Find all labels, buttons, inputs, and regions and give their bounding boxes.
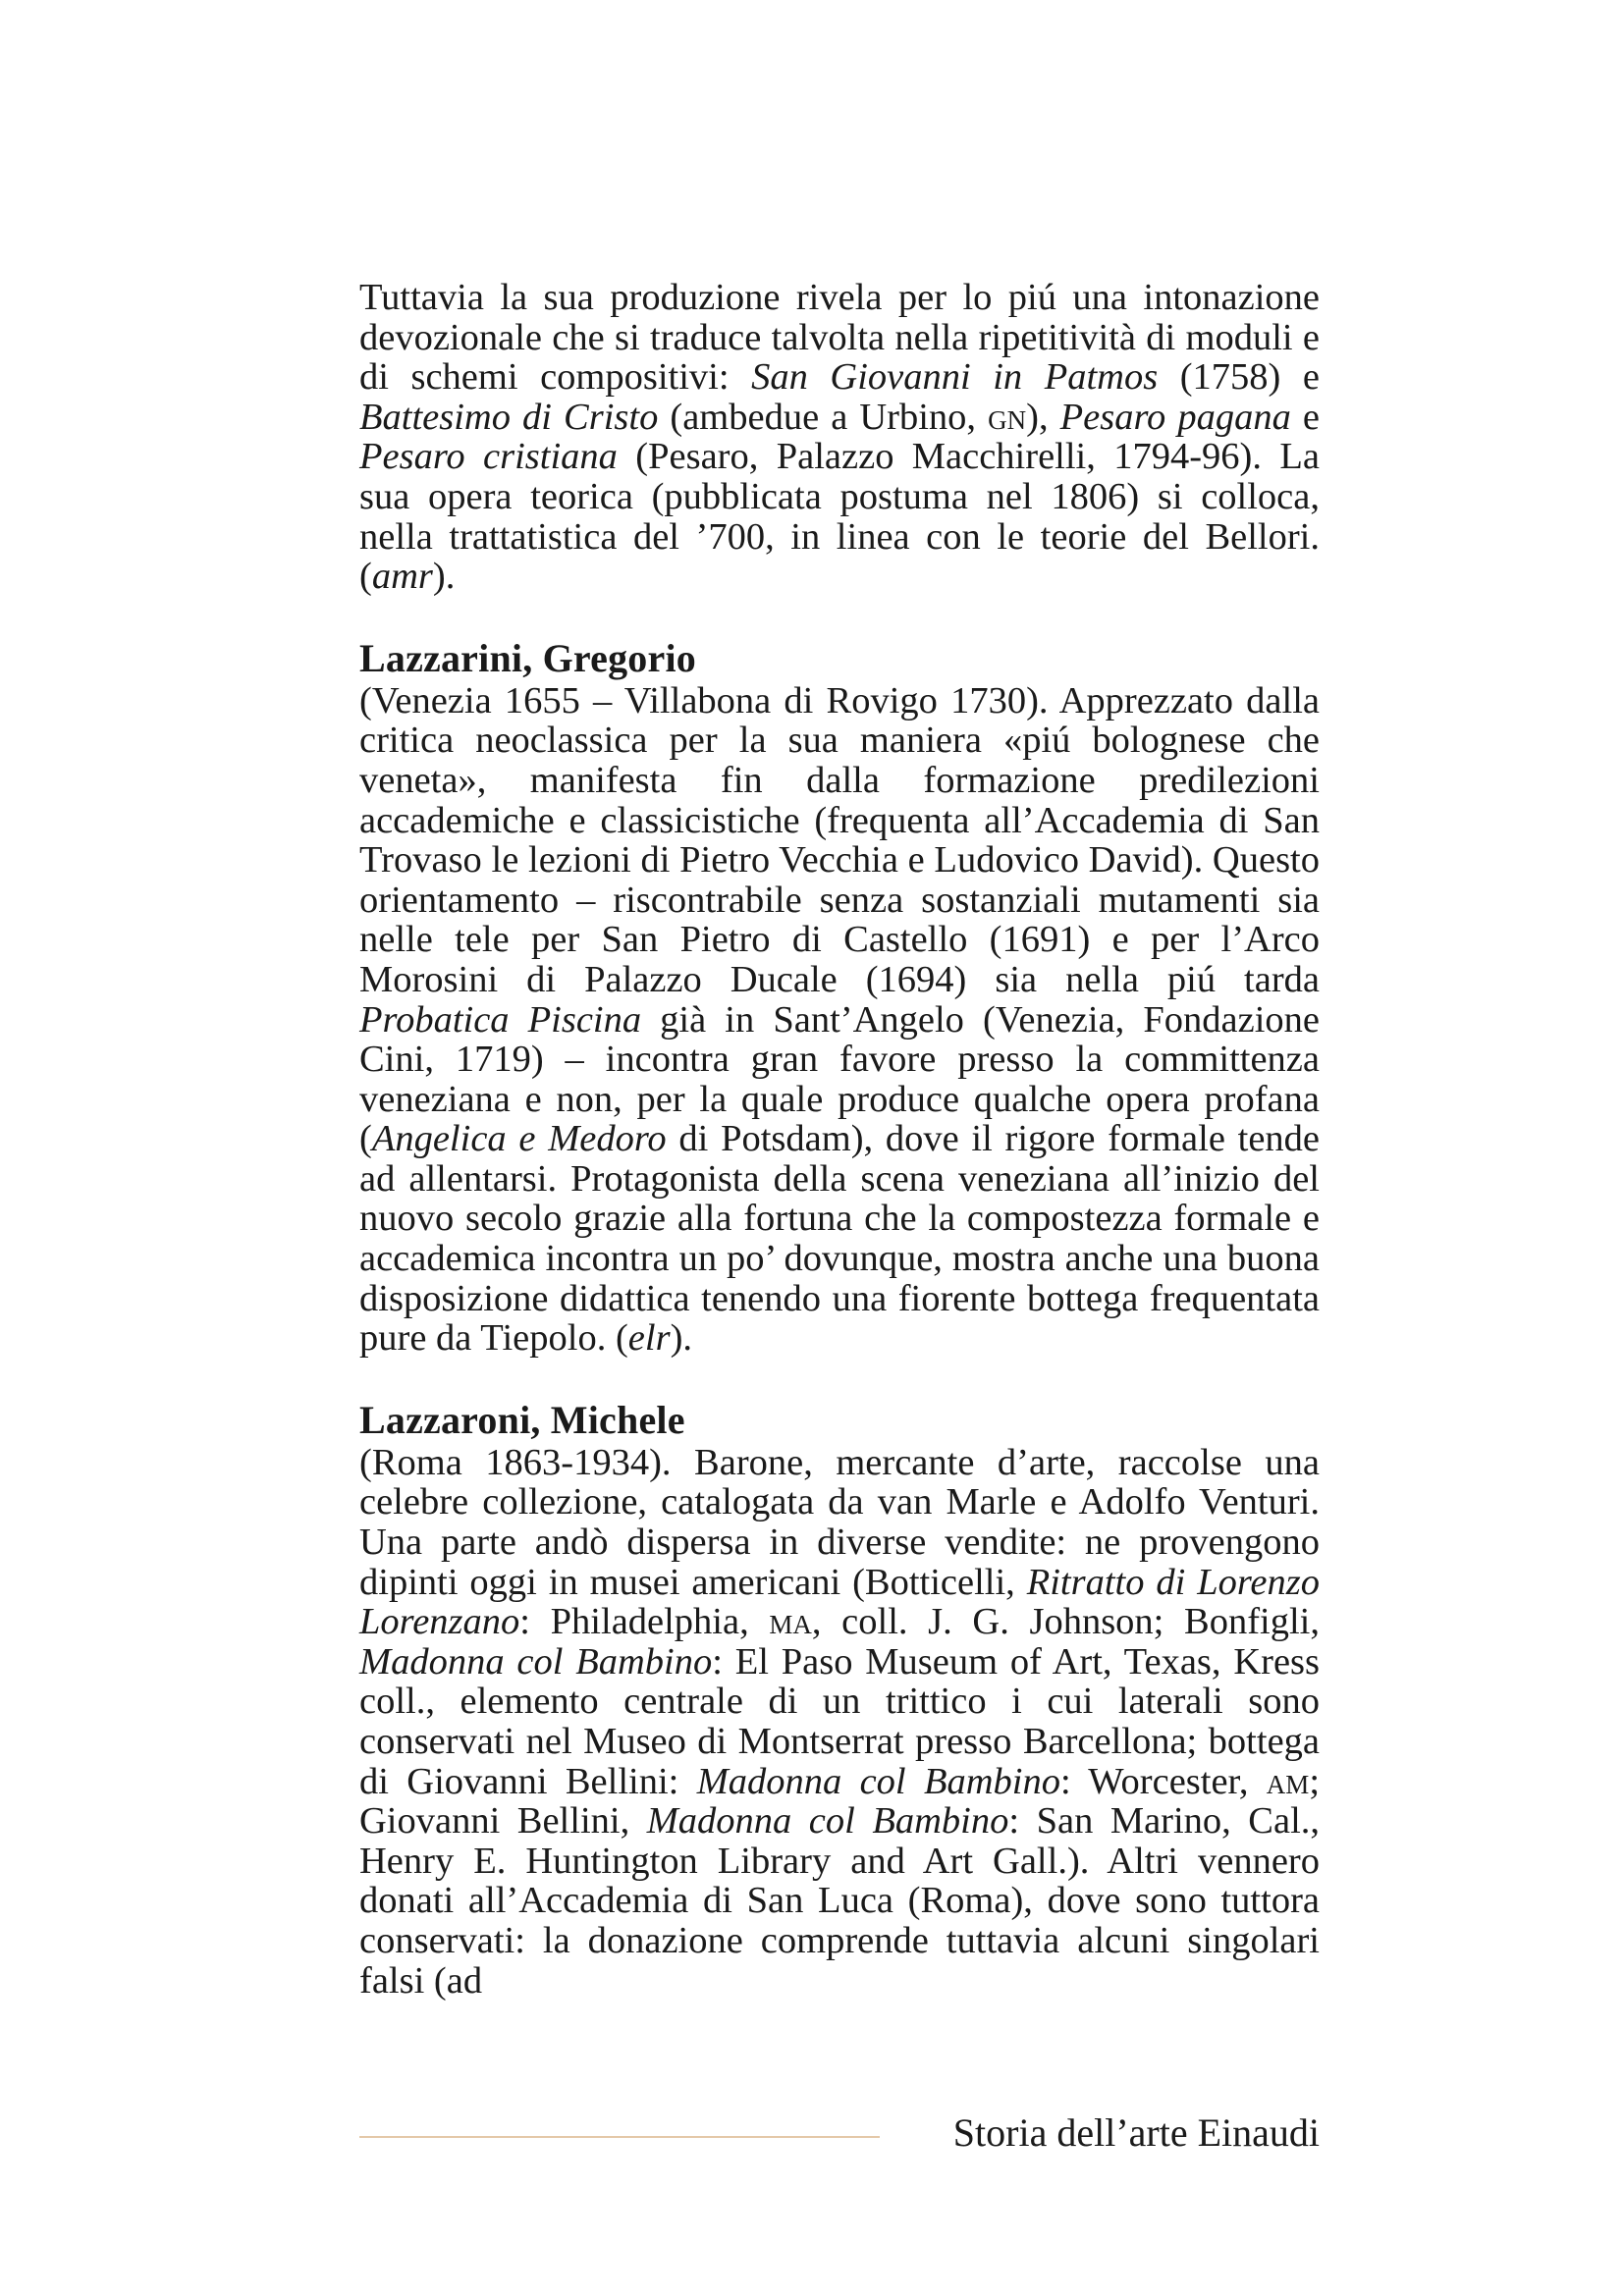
text-run: ). bbox=[432, 556, 456, 598]
text-run: , coll. J. G. Johnson; Bonfigli, bbox=[811, 1601, 1320, 1643]
text-run: (Pesaro, Palazzo Macchirelli, 1794-96). La sua opera teorica (pubblicata postuma nel 1806) si colloca, nella trattatistica del ’700, in linea con le teorie del Bellori. ( bbox=[359, 436, 1320, 598]
work-title: Madonna col Bambino bbox=[359, 1640, 713, 1682]
text-run: di Potsdam), dove il rigore formale tende ad allentarsi. Protagonista della scena veneziana all’inizio del nuovo secolo grazie alla fortuna che la compostezza formale e accademica incontra un po’ dovunque, mostra anche una buona disposizione didattica tenendo una fiorente bottega frequentata pure da Tiepolo. ( bbox=[359, 1118, 1320, 1360]
entry-lazzaroni bbox=[359, 1398, 1320, 2001]
text-run: Tuttavia la sua produzione rivela per lo piú una intonazione devozionale che si traduce talvolta nella ripetitività di moduli e di schemi compositivi: bbox=[359, 277, 1320, 399]
text-run: e bbox=[1290, 396, 1320, 438]
work-title: Probatica Piscina bbox=[359, 998, 642, 1041]
text-run: ), bbox=[1026, 396, 1060, 438]
page-footer bbox=[359, 2109, 1320, 2158]
work-title: San Giovanni in Patmos bbox=[751, 356, 1159, 399]
entry-body bbox=[359, 681, 1320, 1359]
intro-paragraph bbox=[359, 278, 1320, 597]
entry-lazzarini bbox=[359, 636, 1320, 1359]
text-run: : San Marino, Cal., Henry E. Huntington Library and Art Gall.). Altri vennero donati all’Accademia di San Luca (Roma), dove sono tuttora conservati: la donazione comprende tuttavia alcuni singolari falsi (ad bbox=[359, 1800, 1321, 2002]
footer-title: Storia dell’arte Einaudi bbox=[952, 2110, 1320, 2155]
work-title: Madonna col Bambino bbox=[646, 1800, 1009, 1842]
work-title: Angelica e Medoro bbox=[371, 1118, 667, 1160]
footer-rule bbox=[359, 2136, 880, 2138]
text-run: ; Giovanni Bellini, bbox=[359, 1760, 1321, 1842]
work-title: Battesimo di Cristo bbox=[359, 396, 659, 438]
museum-abbreviation: gn bbox=[988, 396, 1027, 438]
text-run: ). bbox=[670, 1317, 693, 1360]
museum-abbreviation: ma bbox=[769, 1601, 812, 1643]
text-run: (Roma 1863-1934). Barone, mercante d’arte, raccolse una celebre collezione, catalogata da van Marle e Adolfo Venturi. Una parte andò dispersa in diverse vendite: ne provengono dipinti oggi in musei americani (Botticelli, bbox=[359, 1441, 1320, 1603]
text-run: (Venezia 1655 – Villabona di Rovigo 1730). Apprezzato dalla critica neoclassica per la sua maniera «piú bolognese che veneta», manifesta fin dalla formazione predilezioni accademiche e classicistiche (frequenta all’Accademia di San Trovaso le lezioni di Pietro Vecchia e Ludovico David). Questo orientamento – riscontrabile senza sostanziali mutamenti sia nelle tele per San Pietro di Castello (1691) e per l’Arco Morosini di Palazzo Ducale (1694) sia nella piú tarda bbox=[359, 679, 1320, 1000]
text-run: : Worcester, bbox=[1059, 1760, 1267, 1802]
text-run: (ambedue a Urbino, bbox=[658, 396, 989, 438]
work-title: Madonna col Bambino bbox=[696, 1760, 1060, 1802]
author-initials: elr bbox=[627, 1317, 671, 1360]
text-run: già in Sant’Angelo (Venezia, Fondazione Cini, 1719) – incontra gran favore presso la committenza veneziana e non, per la quale produce qualche opera profana ( bbox=[359, 998, 1320, 1160]
text-column bbox=[359, 278, 1320, 2001]
work-title: Pesaro pagana bbox=[1059, 396, 1291, 438]
museum-abbreviation: am bbox=[1266, 1760, 1310, 1802]
text-run: : El Paso Museum of Art, Texas, Kress coll., elemento centrale di un trittico i cui laterali sono conservati nel Museo di Montserrat presso Barcellona; bottega di Giovanni Bellini: bbox=[359, 1640, 1320, 1802]
entry-body bbox=[359, 1443, 1320, 2001]
author-initials: amr bbox=[371, 556, 433, 598]
work-title: Pesaro cristiana bbox=[359, 436, 618, 478]
text-run: : Philadelphia, bbox=[519, 1601, 770, 1643]
work-title: Ritratto di Lorenzo Lorenzano bbox=[359, 1561, 1320, 1643]
text-run: (1758) e bbox=[1158, 356, 1321, 399]
entry-heading: Lazzaroni, Michele bbox=[359, 1397, 685, 1442]
entry-heading: Lazzarini, Gregorio bbox=[359, 635, 696, 680]
